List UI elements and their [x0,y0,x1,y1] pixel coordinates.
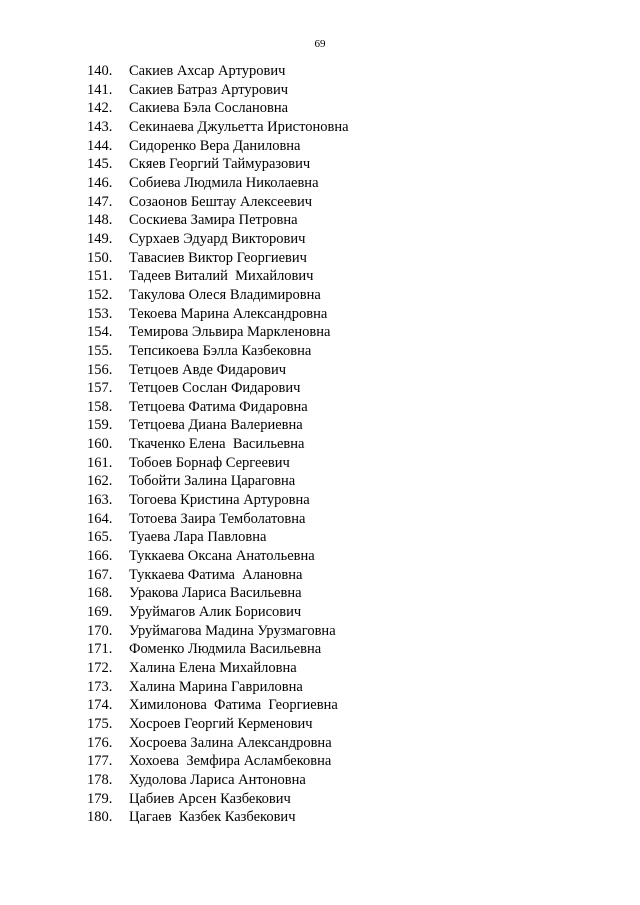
list-item [0,622,640,641]
list-item [0,174,640,193]
item-number: 178. [87,771,113,788]
item-number: 152. [87,286,113,303]
item-number: 143. [87,118,113,135]
item-number: 172. [87,660,113,676]
item-number: 141. [87,81,113,98]
item-number: 149. [87,230,113,247]
item-number: 153. [87,305,113,322]
item-name: Сакиев Батраз Артурович [129,81,289,98]
item-name: Цабиев Арсен Казбекович [129,790,291,807]
item-name: Хосроева Залина Александровна [129,734,332,751]
list-item [0,81,640,100]
item-name: Тетцоева Диана Валериевна [129,417,303,434]
item-name: Скяев Георгий Таймуразович [129,156,311,173]
item-name: Тетцоева Фатима Фидаровна [129,398,308,415]
list-item [0,193,640,212]
item-name: Ткаченко Елена Васильевна [129,436,305,453]
item-name: Созаонов Бештау Алексеевич [129,193,313,210]
list-item [0,99,640,118]
item-name: Тадеев Виталий Михайлович [129,268,314,285]
item-number: 171. [87,641,113,658]
item-number: 168. [87,585,113,602]
item-name: Тавасиев Виктор Георгиевич [129,249,307,266]
list-item [0,62,640,81]
list-item [0,211,640,230]
item-number: 164. [87,510,113,527]
item-number: 154. [87,324,113,341]
item-name: Цагаев Казбек Казбекович [129,809,296,826]
item-number: 150. [87,249,113,266]
list-item [0,790,640,809]
list-item [0,715,640,734]
page-number: 69 [314,38,326,50]
item-name: Туаева Лара Павловна [129,529,267,546]
item-number: 162. [87,473,113,490]
item-number: 146. [87,174,113,191]
list-item [0,286,640,305]
list-item [0,808,640,827]
list-item [0,305,640,324]
list-item [0,528,640,547]
list-item [0,771,640,790]
item-number: 174. [87,697,113,714]
list-item [0,752,640,771]
list-item [0,118,640,137]
item-number: 140. [87,63,113,79]
item-name: Хосроев Георгий Керменович [129,715,313,732]
item-number: 170. [87,622,113,639]
item-number: 144. [87,137,113,154]
item-number: 157. [87,380,113,397]
item-name: Сакиев Ахсар Артурович [129,63,286,79]
item-name: Туккаева Оксана Анатольевна [129,548,315,565]
list-item [0,659,640,678]
item-number: 159. [87,417,113,434]
list-item [0,323,640,342]
list-item [0,435,640,454]
list-item [0,566,640,585]
item-number: 179. [87,790,113,807]
item-number: 156. [87,361,113,378]
item-name: Худолова Лариса Антоновна [129,771,306,788]
list-item [0,678,640,697]
item-name: Тобоев Борнаф Сергеевич [129,454,290,471]
item-number: 180. [87,809,113,826]
item-name: Тогоева Кристина Артуровна [129,492,310,509]
item-number: 145. [87,156,113,173]
list-item [0,472,640,491]
item-number: 160. [87,436,113,453]
item-name: Такулова Олеся Владимировна [129,286,321,303]
list-item [0,361,640,380]
item-number: 166. [87,548,113,565]
item-number: 155. [87,342,113,359]
item-name: Сидоренко Вера Даниловна [129,137,301,154]
item-number: 167. [87,566,113,583]
list-item [0,584,640,603]
list-item [0,267,640,286]
item-number: 165. [87,529,113,546]
list-item [0,640,640,659]
list-item [0,734,640,753]
list-item [0,398,640,417]
item-number: 161. [87,454,113,471]
item-name: Тотоева Заира Темболатовна [129,510,306,527]
item-name: Сакиева Бэла Сослановна [129,100,289,117]
item-number: 173. [87,678,113,695]
item-name: Соскиева Замира Петровна [129,212,298,229]
item-number: 151. [87,268,113,285]
item-number: 163. [87,492,113,509]
item-name: Туккаева Фатима Алановна [129,566,303,583]
list-item [0,416,640,435]
list-item [0,249,640,268]
item-name: Тобойти Залина Цараговна [129,473,296,490]
list-item [0,603,640,622]
item-number: 169. [87,604,113,621]
item-name: Темирова Эльвира Маркленовна [129,324,331,341]
item-number: 177. [87,753,113,770]
item-number: 158. [87,398,113,415]
item-name: Хохоева Земфира Асламбековна [129,753,332,770]
item-name: Тетцоев Авде Фидарович [129,361,286,378]
item-name: Халина Елена Михайловна [129,660,297,676]
list-item [0,230,640,249]
list-item [0,342,640,361]
list-item [0,379,640,398]
list-item [0,696,640,715]
item-number: 176. [87,734,113,751]
item-name: Уруймагов Алик Борисович [129,604,302,621]
item-number: 148. [87,212,113,229]
list-item [0,155,640,174]
item-number: 175. [87,715,113,732]
item-name: Тетцоев Сослан Фидарович [129,380,301,397]
list-item [0,491,640,510]
list-item [0,137,640,156]
item-name: Халина Марина Гавриловна [129,678,303,695]
item-name: Фоменко Людмила Васильевна [129,641,322,658]
item-name: Собиева Людмила Николаевна [129,174,319,191]
list-item [0,454,640,473]
item-name: Тепсикоева Бэлла Казбековна [129,342,312,359]
item-name: Уракова Лариса Васильевна [129,585,302,602]
item-name: Химилонова Фатима Георгиевна [129,697,338,714]
list-item [0,510,640,529]
name-list [0,62,640,827]
list-item [0,547,640,566]
item-name: Уруймагова Мадина Урузмаговна [129,622,336,639]
item-name: Секинаева Джульетта Иристоновна [129,118,349,135]
item-number: 147. [87,193,113,210]
item-number: 142. [87,100,113,117]
item-name: Сурхаев Эдуард Викторович [129,230,306,247]
item-name: Текоева Марина Александровна [129,305,328,322]
